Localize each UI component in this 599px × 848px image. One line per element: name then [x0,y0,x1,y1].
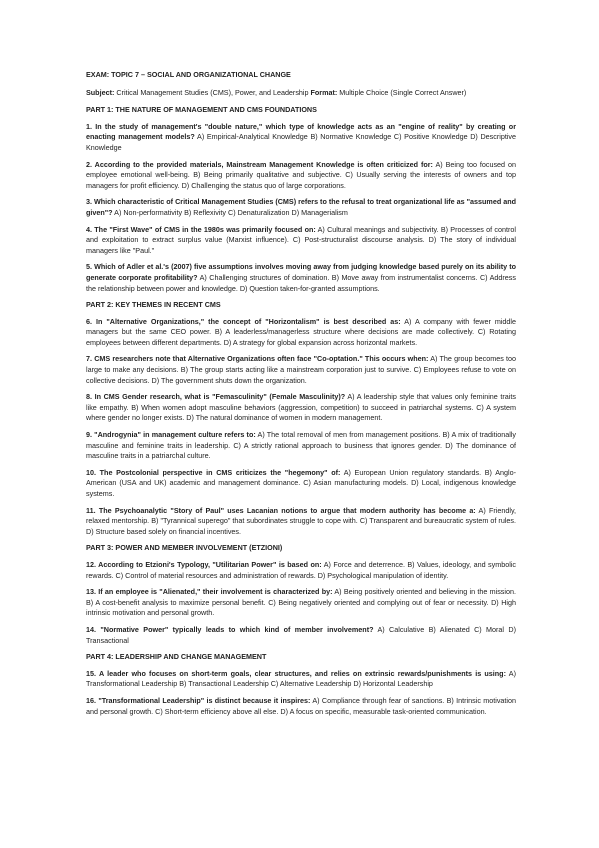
subject-line [86,88,516,99]
question-options: A) Being positively oriented and believing in the mission. B) A cost-benefit analysis to maximize personal benefit. C) Being negatively oriented and complying out of fear or necessity. D) High intrinsic motivation and personal growth. [86,587,516,618]
question-item [86,560,516,581]
question-options: A) A leadership style that values only feminine traits like empathy. B) When women adopt masculine behaviors (aggression, competition) to succeed in patriarchal systems. C) A system where gender no longer exists. D) The natural dominance of women in modern management. [86,392,516,423]
exam-part [86,105,516,294]
question-item [86,317,516,349]
question-stem: 1. In the study of management's "double nature," which type of knowledge acts as an "engine of reality" by creating or enacting management models? [86,121,516,142]
subject-label: Subject: [86,87,115,97]
question-options: A) European Union regulatory standards. B) Anglo-American (USA and UK) academic and management dominance. C) Asian manufacturing models. D) Local, indigenous knowledge systems. [86,467,516,498]
question-stem: 6. In "Alternative Organizations," the concept of "Horizontalism" is best described as: [86,316,401,326]
question-item [86,262,516,294]
question-options: A) Empirical-Analytical Knowledge B) Normative Knowledge C) Positive Knowledge D) Descriptive Knowledge [86,132,517,152]
question-options: A) Being too focused on employee emotional well-being. B) Being primarily qualitative and subjective. C) Usually serving the interests of owners and top managers for profit efficiency. D) Challenging the status quo of large corporations. [86,159,516,190]
question-options: A) Force and deterrence. B) Values, ideology, and symbolic rewards. C) Control of material resources and administration of rewards. D) Psychological manipulation of identity. [86,559,516,580]
document-content [86,70,516,723]
question-options: A) Friendly, relaxed mentorship. B) "Tyrannical superego" that subordinates struggle to cope with. C) Transparent and bureaucratic system of rules. D) Structure based solely on financial incentives. [86,505,517,536]
part-title: PART 4: LEADERSHIP AND CHANGE MANAGEMENT [86,652,267,662]
question-options: A) The group becomes too large to make any decisions. B) The group starts acting like a mainstream corporation just to survive. C) Employees refuse to vote on collective decisions. D) The government shuts down the organization. [86,354,517,385]
part-title: PART 1: THE NATURE OF MANAGEMENT AND CMS FOUNDATIONS [86,105,317,115]
question-options: A) Challenging structures of domination. B) Move away from instrumentalist concerns. C) Address the relationship between power and knowledge. D) Question taken-for-granted assumptions. [86,272,516,293]
question-item [86,468,516,500]
question-options: A) Non-performativity B) Reflexivity C) Denaturalization D) Managerialism [112,207,348,217]
question-item [86,225,516,257]
exam-part [86,300,516,537]
question-options: A) A company with fewer middle managers but the same CEO power. B) A leaderless/managerless structure where decisions are made collectively. C) Rotating employees between different departments. D) A strategy for global expansion across horizontal markets. [86,316,516,347]
exam-part [86,543,516,646]
question-stem: 4. The "First Wave" of CMS in the 1980s was primarily focused on: [86,224,316,234]
question-item [86,430,516,462]
question-stem: 14. "Normative Power" typically leads to which kind of member involvement? [86,624,374,634]
question-options: A) The total removal of men from management positions. B) A mix of traditionally masculine and feminine traits in leadership. C) A strictly rational approach to business that ignores gender. D) The dominance of masculine traits in a patriarchal culture. [86,430,516,461]
question-stem: 15. A leader who focuses on short-term goals, clear structures, and relies on extrinsic rewards/punishments is using: [86,668,506,678]
question-item [86,669,516,690]
question-stem: 2. According to the provided materials, Mainstream Management Knowledge is often criticized for: [86,159,433,169]
format-value: Multiple Choice (Single Correct Answer) [337,87,467,97]
question-options: A) Compliance through fear of sanctions. B) Intrinsic motivation and personal growth. C) Short-term efficiency above all else. D) A focus on specific, measurable task-oriented communication. [86,695,516,716]
question-stem: 5. Which of Adler et al.'s (2007) five assumptions involves moving away from judging knowledge based purely on its ability to generate corporate profitability? [86,262,516,282]
question-options: A) Cultural meanings and subjectivity. B) Processes of control and exploitation to extract surplus value (Marxist influence). C) Post-structuralist discourse analysis. D) The story of individual managers like "Paul." [86,224,516,255]
question-options: A) Transformational Leadership B) Transactional Leadership C) Alternative Leadership D) Horizontal Leadership [86,668,516,689]
question-stem: 7. CMS researchers note that Alternative Organizations often face "Co-optation." This occurs when: [86,354,429,364]
question-item [86,625,516,646]
question-item [86,392,516,424]
question-stem: 3. Which characteristic of Critical Management Studies (CMS) refers to the refusal to treat organizational life as "assumed and given"? [86,197,516,217]
subject-value: Critical Management Studies (CMS), Power, and Leadership [114,87,311,97]
question-options: A) Calculative B) Alienated C) Moral D) Transactional [86,624,516,645]
question-item [86,696,516,717]
question-item [86,197,516,218]
question-stem: 11. The Psychoanalytic "Story of Paul" uses Lacanian notions to argue that modern authority has become a: [86,505,476,515]
question-stem: 12. According to Etzioni's Typology, "Utilitarian Power" is based on: [86,559,322,569]
question-stem: 8. In CMS Gender research, what is "Femasculinity" (Female Masculinity)? [86,392,346,402]
exam-parts [86,105,516,717]
exam-title: EXAM: TOPIC 7 – SOCIAL AND ORGANIZATIONAL CHANGE [86,70,291,79]
part-title: PART 2: KEY THEMES IN RECENT CMS [86,300,221,310]
question-item [86,506,516,538]
question-item [86,122,516,154]
part-title: PART 3: POWER AND MEMBER INVOLVEMENT (ETZIONI) [86,543,283,553]
format-label: Format: [310,87,338,97]
question-stem: 9. "Androgynia" in management culture refers to: [86,430,256,440]
question-item [86,587,516,619]
question-item [86,160,516,192]
question-stem: 10. The Postcolonial perspective in CMS criticizes the "hegemony" of: [86,467,341,477]
question-stem: 13. If an employee is "Alienated," their involvement is characterized by: [86,587,333,597]
question-item [86,354,516,386]
exam-part [86,652,516,717]
question-stem: 16. "Transformational Leadership" is distinct because it inspires: [86,695,311,705]
